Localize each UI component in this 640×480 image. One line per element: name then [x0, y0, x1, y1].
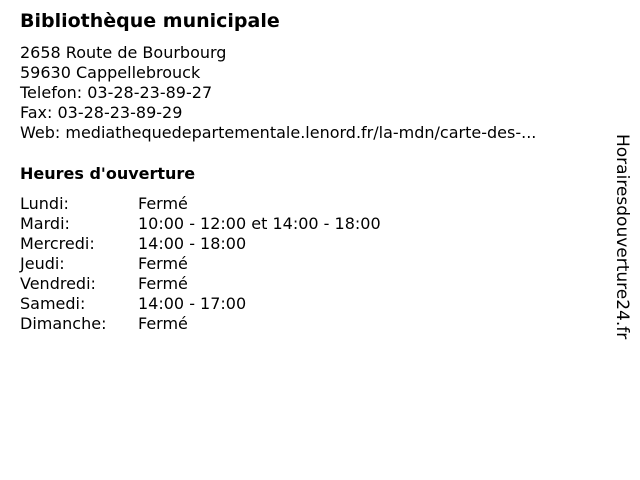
library-name: Bibliothèque municipale — [20, 10, 280, 32]
day-label: Jeudi: — [20, 254, 65, 273]
hours-row-monday — [20, 194, 381, 214]
site-watermark — [612, 134, 632, 374]
day-hours: 14:00 - 18:00 — [138, 234, 247, 253]
hours-row-saturday — [20, 294, 381, 314]
fax-number: Fax: 03-28-23-89-29 — [20, 103, 183, 122]
day-label: Vendredi: — [20, 274, 96, 293]
day-label: Lundi: — [20, 194, 69, 213]
hours-row-friday — [20, 274, 381, 294]
day-hours: Fermé — [138, 254, 188, 273]
day-hours: 14:00 - 17:00 — [138, 294, 247, 313]
site-watermark-text: Horairesdouverture24.fr — [612, 134, 632, 340]
hours-row-wednesday — [20, 234, 381, 254]
hours-row-sunday — [20, 314, 381, 334]
opening-hours-table — [20, 194, 381, 334]
hours-row-tuesday — [20, 214, 381, 234]
day-hours: Fermé — [138, 314, 188, 333]
day-hours: Fermé — [138, 274, 188, 293]
phone-number: Telefon: 03-28-23-89-27 — [20, 83, 213, 102]
hours-row-thursday — [20, 254, 381, 274]
day-label: Mercredi: — [20, 234, 95, 253]
street-address: 2658 Route de Bourbourg — [20, 43, 227, 62]
city-postcode: 59630 Cappellebrouck — [20, 63, 201, 82]
library-contact-info — [20, 43, 536, 143]
day-label: Mardi: — [20, 214, 70, 233]
day-hours: Fermé — [138, 194, 188, 213]
day-label: Samedi: — [20, 294, 86, 313]
day-label: Dimanche: — [20, 314, 107, 333]
day-hours: 10:00 - 12:00 et 14:00 - 18:00 — [138, 214, 381, 233]
opening-hours-heading: Heures d'ouverture — [20, 164, 196, 183]
website-url: Web: mediathequedepartementale.lenord.fr/la-mdn/carte-des-... — [20, 123, 537, 142]
